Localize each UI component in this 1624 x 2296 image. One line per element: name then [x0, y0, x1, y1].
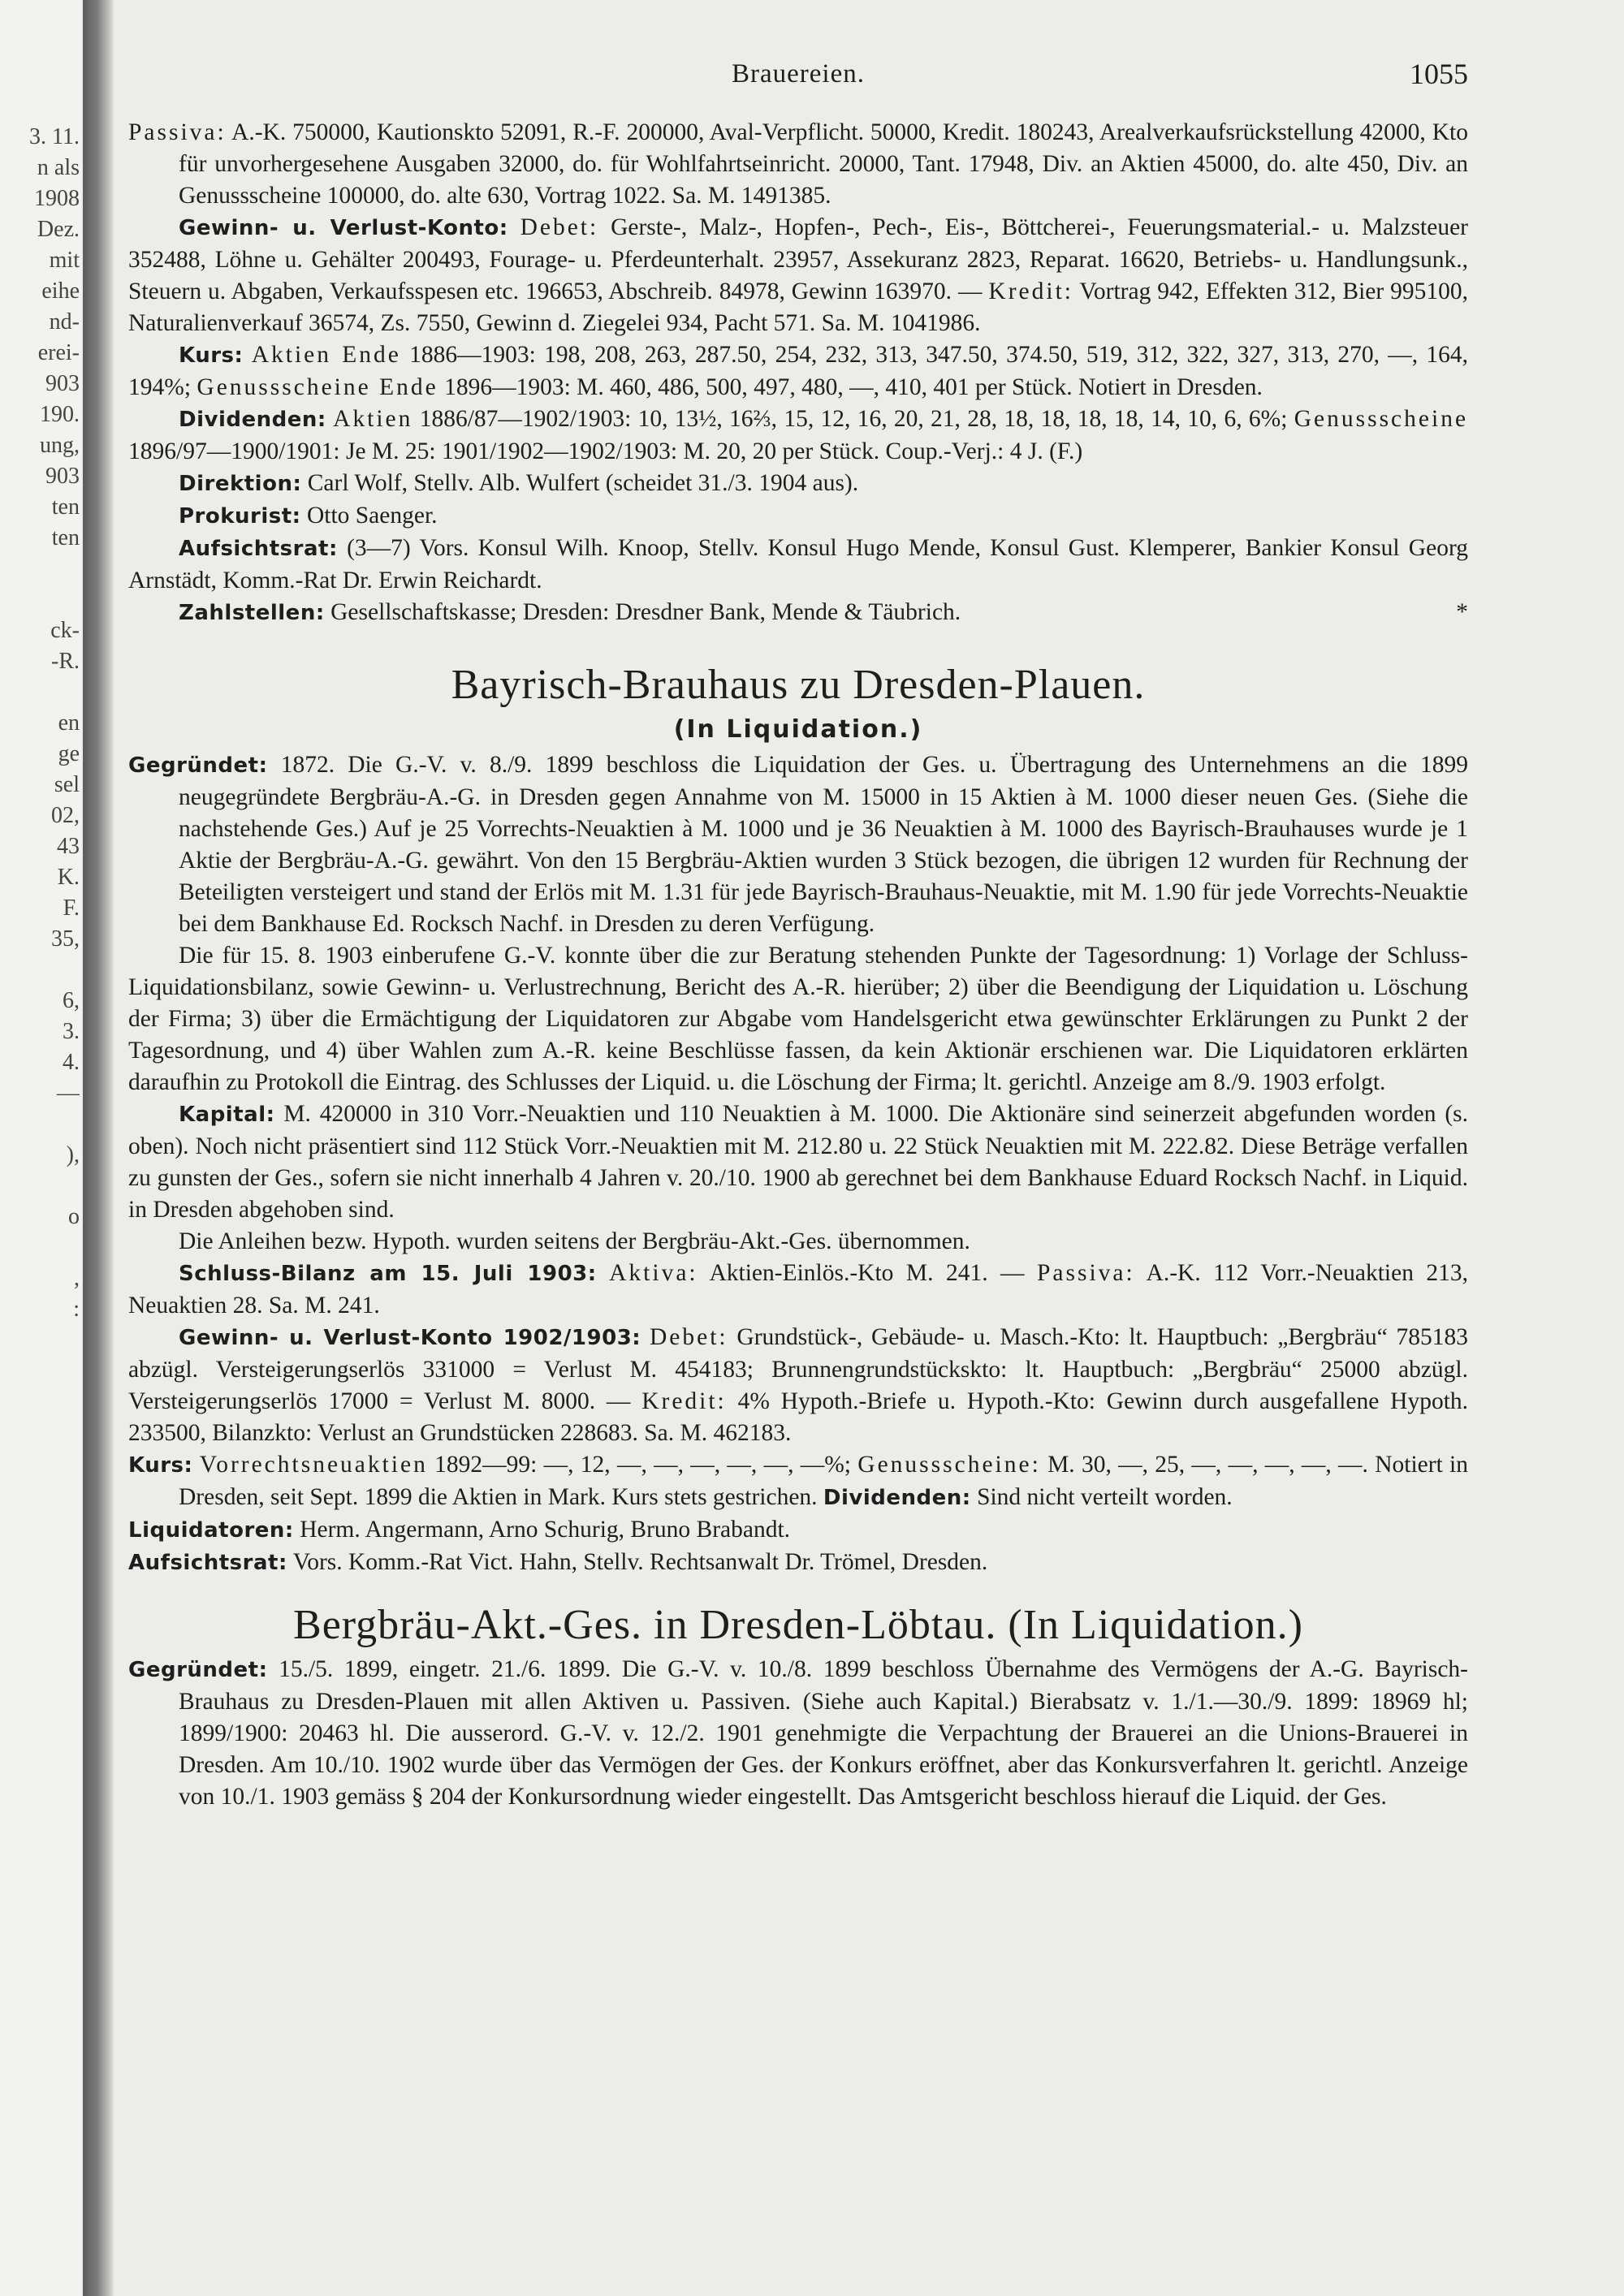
bleed-fragment: -R.	[51, 649, 80, 674]
guv-debet-text: Gerste-, Malz-, Hopfen-, Pech-, Eis-, Böttcherei-, Feuerungsmaterial.- u. Malzsteuer 352488, Löhne u. Gehälter 200493, Fourage- u. Pferdeunterhalt. 23957, Assekuranz 2823, Reparat. 16620, Betriebs- u. Handlungsunk., Steuern u. Abgaben, Verkaufsspesen etc. 196653, Abschreib. 84978, Gewinn 163970. —	[128, 214, 1469, 304]
gegruendet-paragraph	[128, 749, 1468, 940]
bleed-fragment: Dez.	[37, 217, 80, 242]
dividenden-label-2: Dividenden:	[823, 1486, 971, 1510]
kapital-text: M. 420000 in 310 Vorr.-Neuaktien und 110 Neuaktien à M. 1000. Die Aktionäre sind seinerzeit abgefunden worden (s. oben). Noch nicht präsentiert sind 112 Stück Vorr.-Neuaktien mit M. 212.80 u. 22 Stück Neuaktien mit M. 222.82. Diese Beträge verfallen zu gunsten der Ges., sofern sie nicht innerhalb 4 Jahren v. 20./10. 1900 ab gerechnet bei dem Bankhause Eduard Rocksch Nachf. in Liquid. in Dresden abgehoben sind.	[128, 1101, 1469, 1223]
dividenden-genuss-text: 1896/97—1900/1901: Je M. 25: 1901/1902—1902/1903: M. 20, 20 per Stück. Coup.-Verj.: 4 J. (F.)	[128, 438, 1083, 464]
running-title: Brauereien.	[732, 59, 865, 88]
prokurist-paragraph	[128, 500, 1468, 533]
direktion-label: Direktion:	[179, 472, 302, 496]
entry-title-2: Bergbräu-Akt.-Ges. in Dresden-Löbtau. (In Liquidation.)	[293, 1602, 1303, 1648]
gv-paragraph	[128, 940, 1468, 1098]
gegruendet-paragraph-2	[128, 1654, 1468, 1813]
kurs-paragraph	[128, 339, 1468, 404]
bleed-fragment: ung,	[40, 433, 80, 458]
aktiva-label: Aktiva:	[609, 1260, 698, 1286]
bleed-fragment	[0, 955, 80, 986]
guv-kredit-text-2: 4% Hypoth.-Briefe u. Hypoth.-Kto: Gewinn durch ausgefallene Hypoth. 233500, Bilanzkto: Verlust an Grundstücken 228683. Sa. M. 462183.	[128, 1388, 1469, 1446]
bleed-fragment: 190.	[40, 402, 80, 427]
bleed-fragment: ten	[51, 525, 80, 550]
anleihen-paragraph	[128, 1226, 1468, 1258]
guv-label-2: Gewinn- u. Verlust-Konto 1902/1903:	[179, 1326, 641, 1350]
book-page	[128, 58, 1468, 1813]
entry-bergbraeu	[128, 1597, 1468, 1813]
kapital-label: Kapital:	[179, 1103, 275, 1127]
bleed-fragment: en	[58, 710, 80, 736]
guv-kredit-label: Kredit:	[988, 278, 1073, 304]
zahlstellen-paragraph	[128, 597, 1468, 629]
guv-debet-text-2: Grundstück-, Gebäude- u. Masch.-Kto: lt. Hauptbuch: „Bergbräu“ 785183 abzügl. Versteigerungserlös 331000 = Verlust M. 454183; Brunnengrundstückskto: lt. Hauptbuch: „Bergbräu“ 25000 abzügl. Versteigerungserlös 17000 = Verlust M. 8000. —	[128, 1324, 1469, 1414]
kurs-vorrecht-label: Vorrechtsneuaktien	[199, 1452, 428, 1478]
bleed-fragment	[0, 1232, 80, 1263]
guv-kredit-text: Vortrag 942, Effekten 312, Bier 995100, Naturalienverkauf 36574, Zs. 7550, Gewinn d. Ziegelei 934, Pacht 571. Sa. M. 1041986.	[128, 278, 1469, 336]
bleed-fragment: 35,	[51, 926, 80, 952]
passiva-text: A.-K. 750000, Kautionskto 52091, R.-F. 200000, Aval-Verpflicht. 50000, Kredit. 180243, Arealverkaufsrückstellung 42000, Kto für unvorhergesehene Ausgaben 32000, do. für Wohlfahrtseinricht. 20000, Tant. 17948, Div. an Aktien 45000, do. alte 450, Div. an Genussscheine 100000, do. alte 630, Vortrag 1022. Sa. M. 1491385.	[179, 119, 1469, 209]
passiva-label-2: Passiva:	[1037, 1260, 1135, 1286]
previous-page-text-fragments	[0, 122, 80, 1325]
bleed-fragment: ge	[58, 741, 80, 766]
bleed-fragment	[0, 1171, 80, 1202]
zahlstellen-text: Gesellschaftskasse; Dresden: Dresdner Bank, Mende & Täubrich.	[330, 599, 961, 625]
page-number: 1055	[1410, 58, 1468, 90]
aufsichtsrat-text: (3—7) Vors. Konsul Wilh. Knoop, Stellv. Konsul Hugo Mende, Konsul Gust. Klemperer, Bankier Konsul Georg Arnstädt, Komm.-Rat Dr. Erwin Reichardt.	[128, 535, 1468, 593]
bleed-fragment: erei-	[37, 340, 80, 365]
aufsichtsrat-text-2: Vors. Komm.-Rat Vict. Hahn, Stellv. Rechtsanwalt Dr. Trömel, Dresden.	[292, 1549, 988, 1575]
dividenden-paragraph	[128, 404, 1468, 468]
dividenden-aktien-text: 1886/87—1902/1903: 10, 13½, 16⅔, 15, 12, 16, 20, 21, 28, 18, 18, 18, 18, 14, 10, 6, 6%;	[419, 406, 1288, 432]
bleed-fragment: 6,	[63, 988, 80, 1013]
gegruendet-label: Gegründet:	[128, 753, 268, 778]
guv-paragraph-2	[128, 1322, 1468, 1449]
kurs-aktien-text: 1886—1903: 198, 208, 263, 287.50, 254, 232, 313, 347.50, 374.50, 519, 312, 322, 327, 313, 270, —, 164, 194%;	[128, 342, 1469, 400]
bleed-fragment: K.	[57, 865, 80, 890]
aufsichtsrat-paragraph	[128, 533, 1468, 597]
dividenden-aktien-label: Aktien	[333, 406, 413, 432]
gegruendet-text: 1872. Die G.-V. v. 8./9. 1899 beschloss die Liquidation der Ges. u. Übertragung des Unternehmens an die 1899 neugegründete Bergbräu-A.-G. in Dresden gegen Annahme von M. 15000 in 15 Aktien à M. 1000 dieser neuen Ges. (Siehe die nachstehende Ges.) Auf je 25 Vorrechts-Neuaktien à M. 1000 und je 36 Neuaktien à M. 1000 des Bayrisch-Brauhauses wurde je 1 Aktie der Bergbräu-A.-G. gewährt. Von den 15 Bergbräu-Aktien wurden 3 Stück bezogen, die übrigen 12 wurden für Rechnung der Beteiligten versteigert und stand der Erlös mit M. 1.31 für jede Bayrisch-Brauhaus-Neuaktie, mit M. 1.90 für jede Vorrechts-Neuaktie bei dem Bankhause Ed. Rocksch Nachf. in Dresden zu deren Verfügung.	[179, 752, 1468, 937]
aufsichtsrat-label-2: Aufsichtsrat:	[128, 1551, 287, 1575]
bleed-fragment	[0, 1109, 80, 1140]
dividenden-genuss-label: Genussscheine	[1294, 406, 1469, 432]
bleed-fragment: 903	[45, 371, 80, 396]
guv-paragraph	[128, 212, 1468, 339]
kurs-aktien-label: Aktien Ende	[251, 342, 401, 368]
running-header	[128, 58, 1468, 117]
liquidatoren-text: Herm. Angermann, Arno Schurig, Bruno Brabandt.	[300, 1517, 791, 1543]
dividenden-text-2: Sind nicht verteilt worden.	[977, 1484, 1233, 1510]
kurs-genuss-label: Genussscheine Ende	[197, 374, 438, 400]
bleed-fragment: 1908	[34, 186, 80, 211]
aufsichtsrat-paragraph-2	[128, 1547, 1468, 1579]
kurs-paragraph-2	[128, 1449, 1468, 1514]
bleed-fragment: nd-	[49, 309, 80, 334]
guv-debet-label: Debet:	[520, 214, 599, 240]
bleed-fragment: 903	[45, 464, 80, 489]
book-binding-gutter	[83, 0, 114, 2296]
bleed-fragment: —	[57, 1081, 80, 1106]
bleed-fragment: n als	[37, 155, 80, 180]
gegruendet-text-2: 15./5. 1899, eingetr. 21./6. 1899. Die G.-V. v. 10./8. 1899 beschloss Übernahme des Vermögens der A.-G. Bayrisch-Brauhaus zu Dresden-Plauen mit allen Aktiven u. Passiven. (Siehe auch Kapital.) Bierabsatz v. 1./1.—30./9. 1899: 18969 hl; 1899/1900: 20463 hl. Die ausserord. G.-V. v. 12./2. 1901 genehmigte die Verpachtung der Brauerei an die Unions-Brauerei in Dresden. Am 10./10. 1902 wurde über das Vermögen der Ges. der Konkurs eröffnet, aber das Konkursverfahren lt. gerichtl. Anzeige von 10./1. 1903 gemäss § 204 der Konkursordnung wieder eingestellt. Das Amtsgericht beschloss hierauf die Liquid. der Ges.	[179, 1656, 1468, 1810]
kurs-genuss-label-2: Genussscheine:	[857, 1452, 1041, 1478]
passiva-label: Passiva:	[128, 119, 227, 145]
bleed-fragment: sel	[54, 772, 80, 797]
schluss-bilanz-label: Schluss-Bilanz am 15. Juli 1903:	[179, 1262, 597, 1286]
prokurist-label: Prokurist:	[179, 504, 301, 529]
guv-label: Gewinn- u. Verlust-Konto:	[179, 216, 508, 240]
bleed-fragment: o	[68, 1204, 80, 1229]
kurs-genuss-text-2: M. 30, —, 25, —, —, —, —, —. Notiert in Dresden, seit Sept. 1899 die Aktien in Mark. Kurs stets gestrichen.	[179, 1452, 1468, 1510]
gv-text: Die für 15. 8. 1903 einberufene G.-V. konnte über die zur Beratung stehenden Punkte der Tagesordnung: 1) Vorlage der Schluss-Liquidationsbilanz, sowie Gewinn- u. Verlustrechnung, Bericht des A.-R. hierüber; 2) über die Beendigung der Liquidation u. Löschung der Firma; 3) über die Ermächtigung der Liquidatoren zur Abgabe vom Handelsgericht etwa gewünschter Erklärungen zu Punkt 2 der Tagesordnung, und 4) über Wahlen zum A.-R. keine Beschlüsse fassen, da kein Aktionär erschienen war. Die Liquidatoren erklärten daraufhin zu Protokoll die Eintrag. des Schlusses der Liquid. u. die Löschung der Firma; lt. gerichtl. Anzeige am 8./9. 1903 erfolgt.	[128, 943, 1468, 1095]
bleed-fragment: 3.	[63, 1019, 80, 1044]
bleed-fragment: mit	[49, 248, 80, 273]
gegruendet-label-2: Gegründet:	[128, 1658, 268, 1682]
bleed-fragment	[0, 554, 80, 585]
schluss-bilanz-paragraph	[128, 1258, 1468, 1322]
bleed-fragment: :	[73, 1297, 80, 1322]
passiva-text-2: A.-K. 112 Vorr.-Neuaktien 213, Neuaktien 28. Sa. M. 241.	[128, 1260, 1469, 1318]
liquidatoren-label: Liquidatoren:	[128, 1518, 294, 1543]
bleed-fragment: 02,	[51, 803, 80, 828]
kurs-genuss-text: 1896—1903: M. 460, 486, 500, 497, 480, —, 410, 401 per Stück. Notiert in Dresden.	[444, 374, 1263, 400]
guv-kredit-label-2: Kredit:	[641, 1388, 727, 1414]
bleed-fragment: 4.	[63, 1050, 80, 1075]
kurs-label-2: Kurs:	[128, 1453, 193, 1478]
anleihen-text: Die Anleihen bezw. Hypoth. wurden seitens der Bergbräu-Akt.-Ges. übernommen.	[179, 1228, 970, 1254]
prokurist-text: Otto Saenger.	[306, 503, 438, 529]
direktion-text: Carl Wolf, Stellv. Alb. Wulfert (scheidet 31./3. 1904 aus).	[307, 470, 859, 496]
bleed-fragment: F.	[63, 896, 80, 921]
entry-bayrisch-brauhaus	[128, 657, 1468, 1579]
zahlstellen-label: Zahlstellen:	[179, 601, 325, 625]
bleed-fragment	[0, 677, 80, 708]
direktion-paragraph	[128, 468, 1468, 500]
aktiva-text: Aktien-Einlös.-Kto M. 241. —	[709, 1260, 1025, 1286]
dividenden-label: Dividenden:	[179, 408, 326, 432]
bleed-fragment: 43	[57, 834, 80, 859]
bleed-fragment: 3. 11.	[29, 124, 80, 149]
kurs-label: Kurs:	[179, 343, 244, 368]
entry-title: Bayrisch-Brauhaus zu Dresden-Plauen.	[451, 662, 1146, 708]
passiva-paragraph	[128, 117, 1468, 212]
bleed-fragment: ten	[51, 494, 80, 520]
entry-continuation	[128, 117, 1468, 629]
bleed-fragment: eihe	[41, 278, 80, 304]
bleed-fragment: ck-	[50, 618, 80, 643]
guv-debet-label-2: Debet:	[649, 1324, 728, 1350]
liquidatoren-paragraph	[128, 1514, 1468, 1547]
entry-subtitle: (In Liquidation.)	[673, 715, 923, 744]
aufsichtsrat-label: Aufsichtsrat:	[179, 537, 338, 561]
kurs-vorrecht-text: 1892—99: —, 12, —, —, —, —, —, —%;	[434, 1452, 851, 1478]
kapital-paragraph	[128, 1098, 1468, 1226]
bleed-fragment	[0, 585, 80, 615]
bleed-fragment: ,	[74, 1266, 80, 1291]
bleed-fragment: ),	[66, 1142, 80, 1167]
end-mark: *	[1456, 599, 1468, 625]
